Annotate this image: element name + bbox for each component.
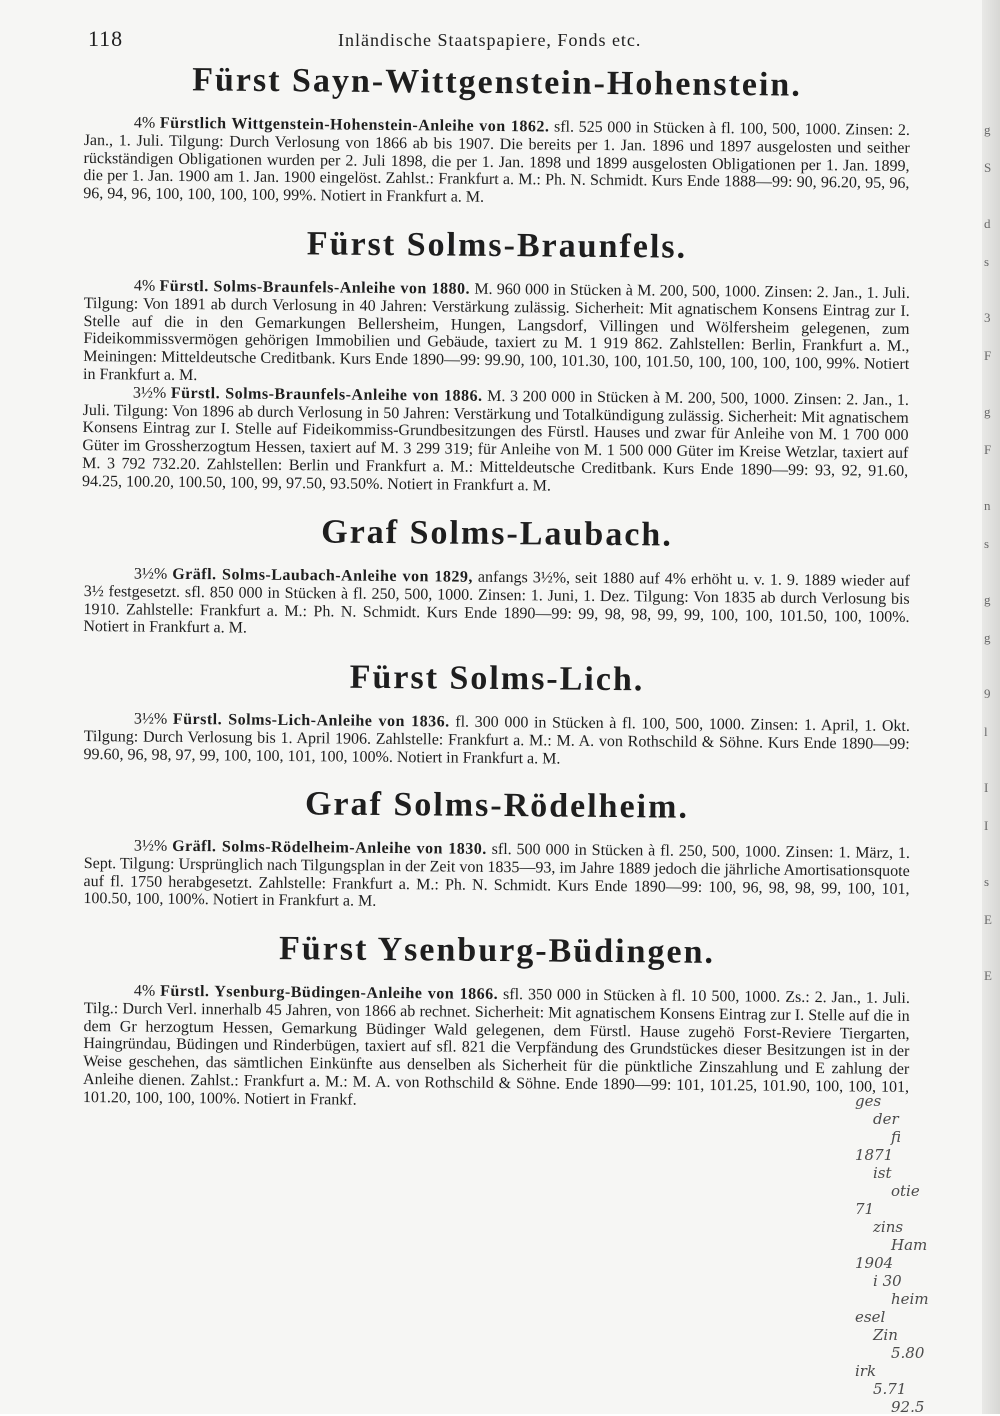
section [84,908,910,1107]
loan-details: sfl. 500 000 in Stücken à fl. 250, 500, 1000. Zinsen: 1. März, 1. Sept. Tilgung: Ursprünglich nach Tilgungsplan in der Zeit von 1835—93, im Jahre 1889 jedoch die jährliche Amortisationsquote auf fl. 1750 herabgesetzt. Zahlstelle: Frankfurt a. M.: Ph. N. Schmidt. Kurs Ende 1890—99: 100, 96, 98, 98, 99, 100, 101, 100.50, 100, 100%. Notiert in Frankfurt a. M. [83,841,910,911]
section [84,491,910,636]
loan-entry [83,565,910,644]
margin-note: Ham [891,1236,928,1254]
page-edge [982,0,1000,1414]
interest-rate: 3½% [132,384,167,402]
loan-details: anfangs 3½%, seit 1880 auf 4% erhöht u. v. 1. 9. 1889 wieder auf 3½ festgesetzt. sfl. 850 000 in Stücken à fl. 250, 500, 1000. Zinsen: 1. Juni, 1. Dez. Tilgung: Von 1835 ab durch Verlosung bis 1910. Zahlstelle: Frankfurt a. M.: Ph. N. Schmidt. Kurs Ende 1890—99: 99, 98, 98, 99, 99, 100, 100, 101.50, 100, 100%. Notiert in Frankfurt a. M. [83,568,910,637]
loan-name: Fürstl. Solms-Braunfels-Anleihe von 1880. [159,277,471,298]
loan-details: M. 3 200 000 in Stücken à M. 200, 500, 1000. Zinsen: 2. Jan., 1. Juli. Tilgung: Von 1896 ab durch Verlosung in 50 Jahren: Verstärkung und Totalkündigung zulässig. Sicherheit: Mit agnatischem Konsens Eintrag zur I. Stelle auf Fideikommiss-Grundbesitzungen des Fürstl. Hauses und zwar für Anleihe von M. 1 700 000 Güter im Grossherzogtum Hessen, taxiert auf M. 3 299 319; für Anleihe von M. 1 500 000 Güter im Kreise Wetzlar, taxiert auf M. 3 792 732.20. Zahlstellen: Berlin und Frankfurt a. M.: Mitteldeutsche Creditbank. Kurs Ende 1890—99: 93, 92, 91.60, 94.25, 100.20, 100.50, 100, 99, 97.50, 93.50%. Notiert in Frankfurt a. M. [81,387,909,495]
loan-entry [83,277,910,392]
loan-name: Fürstl. Solms-Braunfels-Anleihe von 1886. [170,384,483,405]
loan-entry [82,384,909,499]
edge-mark: g [984,630,991,645]
margin-note: heim [891,1290,929,1308]
margin-note: 5.71 [873,1380,907,1398]
edge-mark: F [984,348,992,363]
section-body [83,114,910,211]
edge-mark: g [984,592,991,607]
interest-rate: 3½% [133,565,168,583]
edge-mark: g [984,122,991,137]
page-number: 118 [88,26,124,51]
edge-mark: n [984,498,991,513]
margin-note: ist [873,1164,892,1182]
loan-details: sfl. 350 000 in Stücken à fl. 10 500, 1000. Zs.: 2. Jan., 1. Juli. Tilg.: Durch Verl. innerhalb 45 Jahren, von 1866 ab rechnet. Sicherheit: Mit agnatischem Konsens Eintrag zur I. Stelle auf die in dem Gr herzogtum Hessen, Gemarkung Büdinger Wald gelegenen, dem Fürstl. Hause zugehö Forst-Reviere Tiergarten, Haingründau, Büdingen und Rinderbügen, taxiert auf sfl. 821 die Verpfändung des Grundstückes dieser Besitzungen ist in der Weise geschehen, das sämtlichen Einkünfte aus denselben als Sicherheit für die pünktliche Zinszahlung und E zahlung der Anleihe dienen. Zahlst.: Frankfurt a. M.: M. A. von Rothschild & Söhne. Ende 1890—99: 101, 101.25, 101.90, 100, 100, 101, 101.20, 100, 100, 100%. Notiert in Frankf. [82,986,910,1109]
section-body [83,837,910,916]
loan-entry [83,837,910,916]
loan-details: sfl. 525 000 in Stücken à fl. 100, 500, 1000. Zinsen: 2. Jan., 1. Juli. Tilgung: Durch Verlosung von 1866 ab bis 1907. Die bereits per 1. Jan. 1896 und 1897 ausgelosten und seither rückständigen Obligationen wurden per 2. Juli 1898, die per 1. Jan. 1898 und 1899 ausgelosten Obligationen per 1. Jan. 1899, die per 1. Jan. 1900 am 1. Jan. 1900 eingelöst. Zahlst.: Frankfurt a. M.: Ph. N. Schmidt. Kurs Ende 1888—99: 90, 96.20, 95, 96, 96, 94, 96, 100, 100, 100, 100, 99%. Notiert in Frankfurt a. M. [83,118,910,207]
margin-note: 1904 [855,1254,894,1272]
interest-rate: 4% [133,277,156,295]
margin-note: 1871 [855,1146,894,1164]
margin-note: Zin [873,1326,898,1344]
loan-entry [83,710,909,771]
margin-note: fi [891,1128,902,1146]
loan-entry [83,982,910,1115]
margin-note: ges [855,1092,882,1110]
section-body [83,565,910,644]
section-title: Fürst Solms-Braunfels. [306,225,688,266]
loan-details: fl. 300 000 in Stücken à fl. 100, 500, 1000. Zinsen: 1. April, 1. Okt. Tilgung: Durch Verlosung bis 1. April 1906. Zahlstelle: Frankfurt a. M.: M. A. von Rothschild & Söhne. Kurs Ende 1890—99: 99.60, 96, 98, 97, 99, 100, 100, 101, 100, 100%. Notiert in Frankfurt a. M. [83,713,910,767]
section [81,203,910,495]
interest-rate: 3½% [133,837,168,855]
running-title: Inländische Staatspapiere, Fonds etc. [338,30,642,50]
edge-mark: l [984,724,988,739]
loan-details: M. 960 000 in Stücken à M. 200, 500, 1000. Zinsen: 2. Jan., 1. Juli. Tilgung: Von 1891 ab durch Verlosung in 40 Jahren: Verstärkung zulässig. Sicherheit: Mit agnatischem Konsens Eintrag zur I. Stelle auf die in den Gemarkungen Bellersheim, Hungen, Langsdorf, Villingen und Wölfersheim gelegenen, zum Fideikommissvermögen gehörigen Immobilien und Gebäude, taxiert zu M. 1 919 862. Zahlstellen: Berlin, Frankfurt a. M., Meiningen: Mitteldeutsche Creditbank. Kurs Ende 1890—99: 99.90, 100, 101.30, 100, 101.50, 100, 100, 100, 100, 99%. Notiert in Frankfurt a. M. [82,280,910,385]
page-content [81,61,910,1109]
edge-mark: d [984,216,991,231]
section-title: Graf Solms-Laubach. [321,513,673,554]
loan-name: Gräfl. Solms-Laubach-Anleihe von 1829, [172,565,474,586]
section-title: Fürst Solms-Lich. [349,658,645,699]
edge-mark: s [984,254,990,269]
edge-mark: E [984,968,992,983]
margin-note: i 30 [873,1272,902,1290]
section-title: Fürst Ysenburg-Büdingen. [278,930,716,972]
margin-notes [855,1092,965,1416]
section-body [83,982,910,1115]
edge-mark: I [984,818,989,833]
edge-mark: E [984,912,992,927]
loan-name: Fürstlich Wittgenstein-Hohenstein-Anleihe von 1862. [159,114,550,136]
loan-name: Fürstl. Solms-Lich-Anleihe von 1836. [172,710,450,731]
page-header [88,22,908,52]
loan-entry [83,114,910,211]
section [83,763,910,911]
loan-name: Fürstl. Ysenburg-Büdingen-Anleihe von 1866. [160,983,499,1004]
margin-note: 92.5 [891,1398,925,1416]
edge-mark: S [984,160,992,175]
interest-rate: 3½% [133,710,168,728]
section [83,636,910,767]
edge-mark: 9 [984,686,991,701]
margin-note: 5.80 [891,1344,925,1362]
edge-mark: s [984,874,990,889]
interest-rate: 4% [133,982,156,1000]
edge-marks [984,120,998,1004]
margin-note: zins [873,1218,904,1236]
margin-note: esel [855,1308,886,1326]
section-body [82,277,910,498]
section-title: Fürst Sayn-Wittgenstein-Hohenstein. [192,61,802,104]
edge-mark: 3 [984,310,991,325]
edge-mark: s [984,536,990,551]
edge-mark: F [984,442,992,457]
margin-note: otie [891,1182,920,1200]
edge-mark: g [984,404,991,419]
margin-note: der [873,1110,899,1128]
loan-name: Gräfl. Solms-Rödelheim-Anleihe von 1830. [172,837,487,858]
section-body [83,710,909,771]
margin-note: 71 [855,1200,875,1218]
section-title: Graf Solms-Rödelheim. [304,785,690,826]
edge-mark: I [984,780,989,795]
section [83,61,910,207]
margin-note: irk [855,1362,877,1380]
interest-rate: 4% [133,114,156,132]
